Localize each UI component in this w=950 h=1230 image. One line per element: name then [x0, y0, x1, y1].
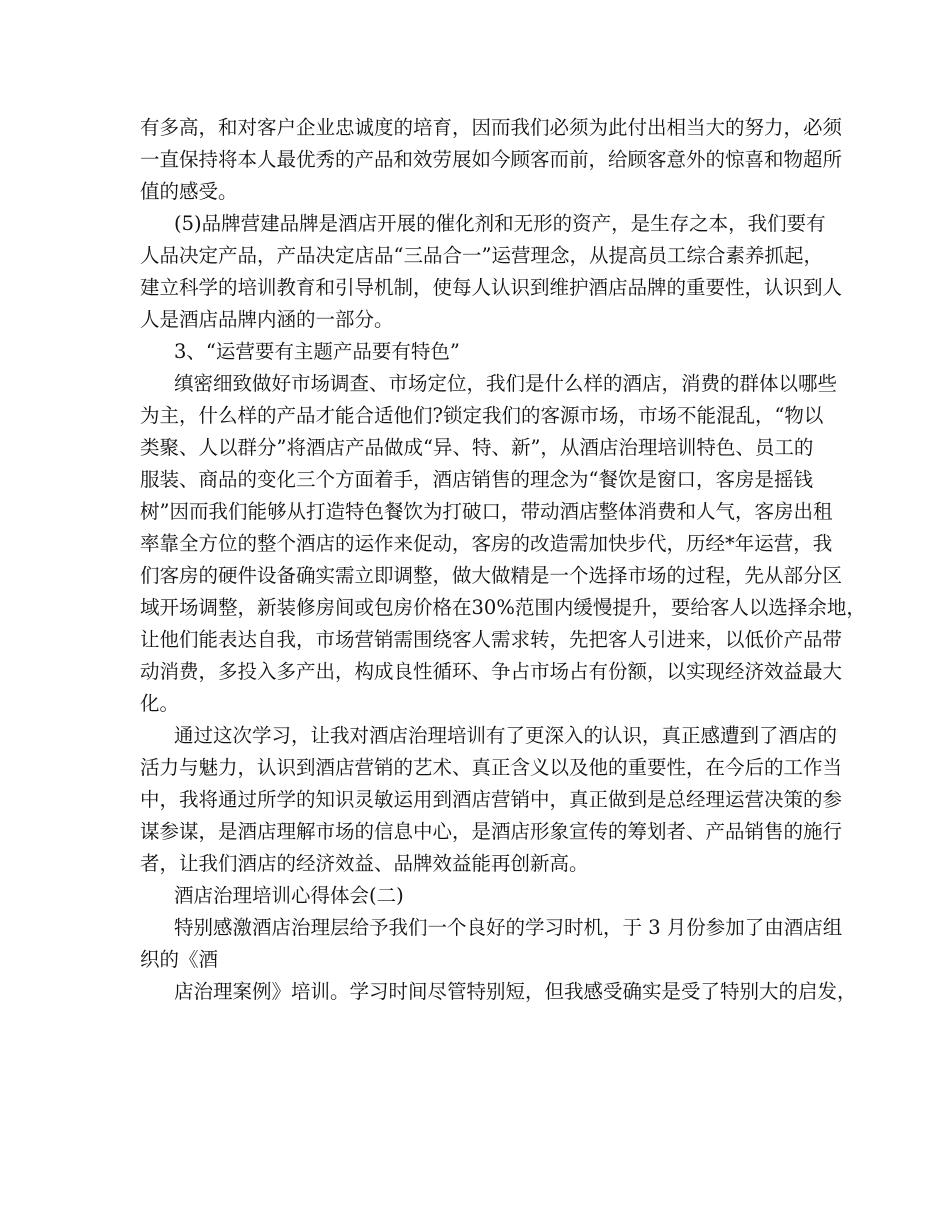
text-line: 特别感激酒店治理层给予我们一个良好的学习时机，于 3 月份参加了由酒店组 — [174, 916, 843, 939]
text-line: 活力与魅力，认识到酒店营销的艺术、真正含义以及他的重要性，在今后的工作当 — [140, 756, 843, 779]
text-line: 者，让我们酒店的经济效益、品牌效益能再创新高。 — [140, 852, 589, 875]
text-line: 通过这次学习，让我对酒店治理培训有了更深入的认识，真正感遭到了酒店的 — [174, 724, 838, 747]
text-line: 值的感受。 — [140, 180, 238, 203]
text-line: 树”因而我们能够从打造特色餐饮为打破口，带动酒店整体消费和人气，客房出租 — [140, 500, 833, 523]
text-line: 织的《酒 — [140, 948, 219, 971]
text-line: 域开场调整，新装修房间或包房价格在30%范围内缓慢提升，要给客人以选择余地， — [140, 596, 866, 619]
text-line: 谋参谋，是酒店理解市场的信息中心，是酒店形象宣传的筹划者、产品销售的施行 — [140, 820, 843, 843]
text-line: 3、“运营要有主题产品要有特色” — [174, 340, 460, 363]
text-line: 店治理案例》培训。学习时间尽管特别短，但我感受确实是受了特别大的启发， — [174, 980, 857, 1003]
text-line: 酒店治理培训心得体会(二) — [174, 884, 404, 907]
text-line: 动消费，多投入多产出，构成良性循环、争占市场占有份额，以实现经济效益最大 — [140, 660, 843, 683]
text-line: 类聚、人以群分”将酒店产品做成“异、特、新”，从酒店治理培训特色、员工的 — [140, 436, 814, 459]
text-line: 人是酒店品牌内涵的一部分。 — [140, 308, 394, 331]
text-line: 有多高，和对客户企业忠诚度的培育，因而我们必须为此付出相当大的努力，必须 — [140, 116, 843, 139]
text-line: 率靠全方位的整个酒店的运作来促动，客房的改造需加快步代，历经*年运营，我 — [140, 532, 833, 555]
text-line: 们客房的硬件设备确实需立即调整，做大做精是一个选择市场的过程，先从部分区 — [140, 564, 843, 587]
text-line: 人品决定产品，产品决定店品“三品合一”运营理念，从提高员工综合素养抓起， — [140, 244, 823, 267]
text-line: 缜密细致做好市场调查、市场定位，我们是什么样的酒店，消费的群体以哪些 — [174, 372, 838, 395]
text-line: 一直保持将本人最优秀的产品和效劳展如今顾客而前，给顾客意外的惊喜和物超所 — [140, 148, 843, 171]
document-body — [140, 112, 866, 1008]
text-line: 让他们能表达自我，市场营销需围绕客人需求转，先把客人引进来，以低价产品带 — [140, 628, 843, 651]
text-line: 化。 — [140, 692, 180, 715]
text-line: (5)品牌营建品牌是酒店开展的催化剂和无形的资产，是生存之本，我们要有 — [174, 212, 826, 235]
text-line: 为主，什么样的产品才能合适他们?锁定我们的客源市场，市场不能混乱，“物以 — [140, 404, 824, 427]
text-line: 中，我将通过所学的知识灵敏运用到酒店营销中，真正做到是总经理运营决策的参 — [140, 788, 843, 811]
text-line: 建立科学的培训教育和引导机制，使每人认识到维护酒店品牌的重要性，认识到人 — [140, 276, 843, 299]
text-line: 服装、商品的变化三个方面着手，酒店销售的理念为“餐饮是窗口，客房是摇钱 — [140, 468, 813, 491]
